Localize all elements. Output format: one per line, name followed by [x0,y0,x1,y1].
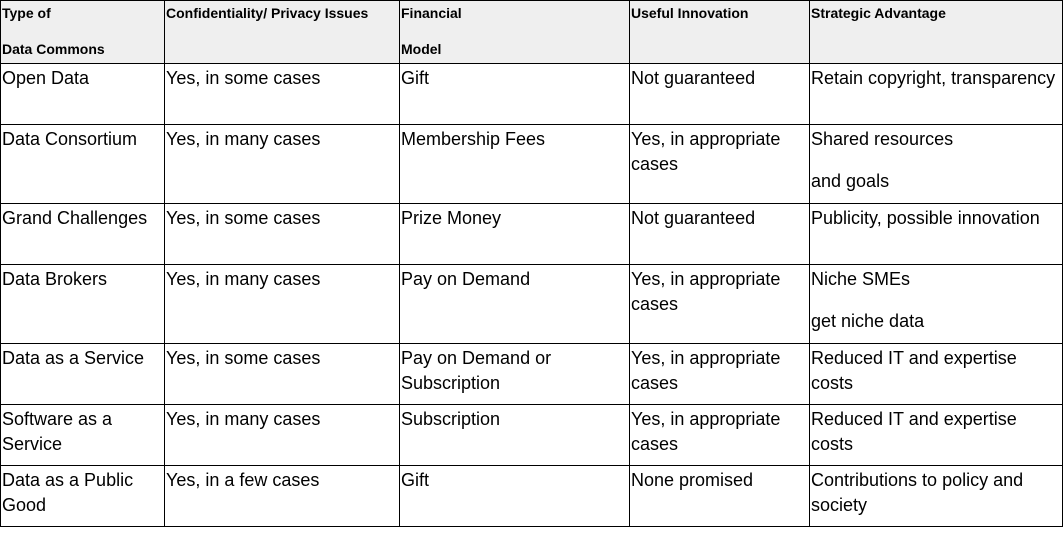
cell-privacy: Yes, in some cases [165,344,400,405]
header-type-line2: Data Commons [2,41,105,57]
header-type-of-data-commons [1,1,165,64]
table-row [1,125,1063,204]
cell-type: Data as a Public Good [1,466,165,527]
cell-privacy: Yes, in many cases [165,265,400,344]
cell-strategic [810,125,1063,204]
cell-strategic-text: Niche SMEs [811,269,911,289]
header-row [1,1,1063,64]
cell-financial: Subscription [400,405,630,466]
table-row [1,64,1063,125]
cell-strategic-text: Reduced IT and expertise costs [811,348,1017,393]
table-row [1,466,1063,527]
cell-financial: Gift [400,64,630,125]
cell-innovation: None promised [630,466,810,527]
header-financial-line2: Model [401,41,442,57]
cell-financial: Membership Fees [400,125,630,204]
cell-innovation: Yes, in appropriate cases [630,344,810,405]
cell-type: Data Brokers [1,265,165,344]
table-row [1,344,1063,405]
cell-type: Data as a Service [1,344,165,405]
cell-strategic-text: Publicity, possible innovation [811,208,1040,228]
cell-privacy: Yes, in some cases [165,204,400,265]
cell-innovation: Not guaranteed [630,64,810,125]
cell-strategic-text: Shared resources [811,129,954,149]
header-financial-line1: Financial [401,5,462,21]
cell-innovation: Yes, in appropriate cases [630,125,810,204]
cell-strategic [810,204,1063,265]
cell-type: Software as a Service [1,405,165,466]
cell-type: Open Data [1,64,165,125]
cell-financial: Gift [400,466,630,527]
cell-innovation: Not guaranteed [630,204,810,265]
header-type-line1: Type of [2,5,51,21]
cell-financial: Prize Money [400,204,630,265]
header-strategic-advantage: Strategic Advantage [810,1,1063,64]
cell-privacy: Yes, in many cases [165,405,400,466]
cell-strategic-extra: and goals [811,171,890,191]
cell-strategic-text: Retain copyright, transparency [811,68,1056,88]
table-row [1,265,1063,344]
cell-strategic [810,265,1063,344]
cell-strategic-extra: get niche data [811,311,925,331]
cell-strategic [810,344,1063,405]
cell-financial: Pay on Demand or Subscription [400,344,630,405]
table-body [1,64,1063,527]
cell-strategic-text: Contributions to policy and society [811,470,1024,515]
cell-strategic [810,405,1063,466]
cell-type: Grand Challenges [1,204,165,265]
cell-type: Data Consortium [1,125,165,204]
cell-privacy: Yes, in a few cases [165,466,400,527]
cell-innovation: Yes, in appropriate cases [630,265,810,344]
table-row [1,405,1063,466]
cell-privacy: Yes, in many cases [165,125,400,204]
header-useful-innovation: Useful Innovation [630,1,810,64]
header-financial-model [400,1,630,64]
table-row [1,204,1063,265]
cell-privacy: Yes, in some cases [165,64,400,125]
header-privacy: Confidentiality/ Privacy Issues [165,1,400,64]
cell-strategic [810,466,1063,527]
cell-strategic [810,64,1063,125]
cell-financial: Pay on Demand [400,265,630,344]
table-header [1,1,1063,64]
cell-innovation: Yes, in appropriate cases [630,405,810,466]
cell-strategic-text: Reduced IT and expertise costs [811,409,1017,454]
